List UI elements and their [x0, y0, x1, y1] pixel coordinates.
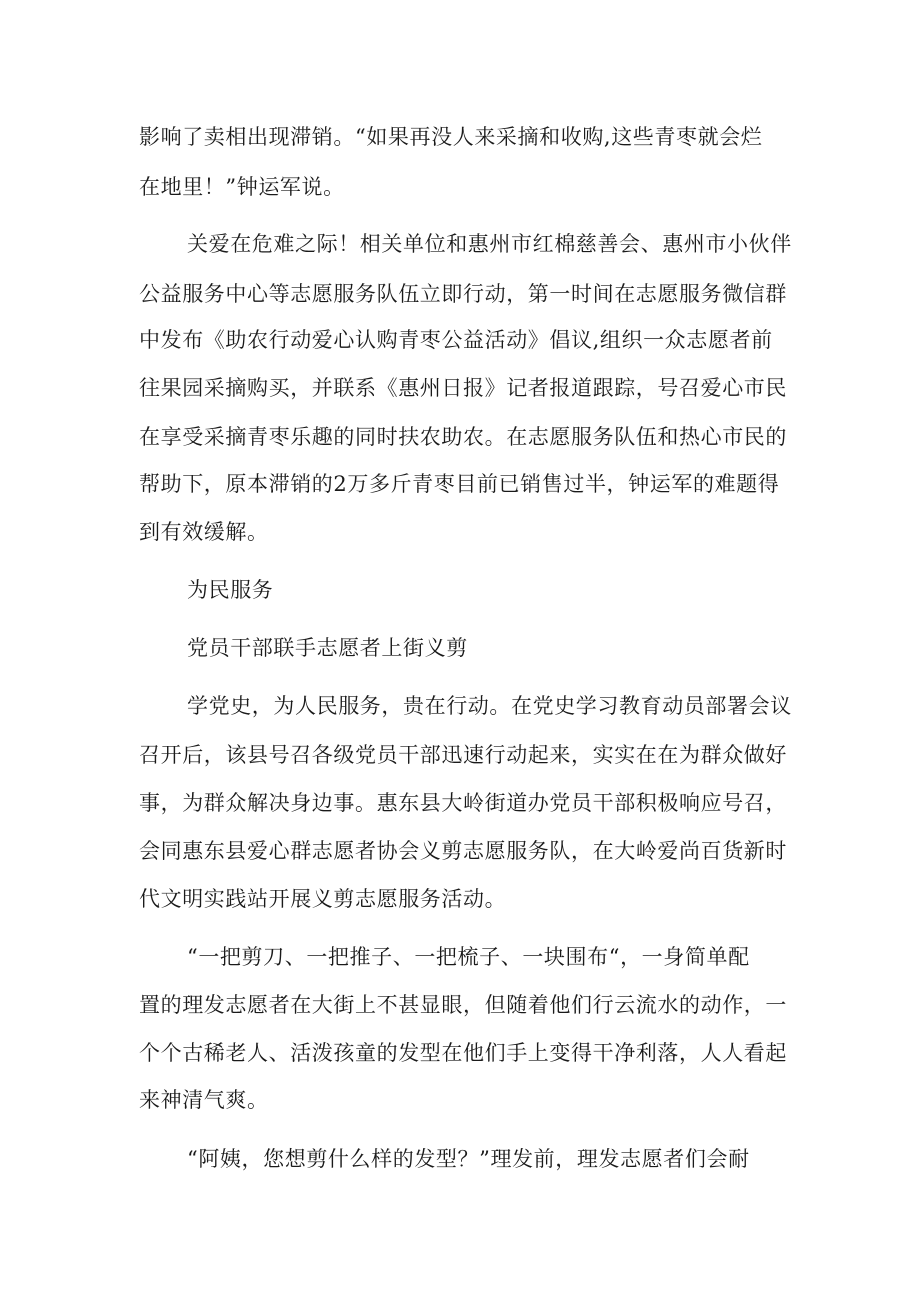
body-text-line: 会同惠东县爱心群志愿者协会义剪志愿服务队，在大岭爱尚百货新时 [139, 839, 787, 863]
body-text-line: 在地里！”钟运军说。 [139, 175, 345, 199]
body-text-line: 来神清气爽。 [139, 1088, 269, 1112]
body-text-line: 在享受采摘青枣乐趣的同时扶农助农。在志愿服务队伍和热心市民的 [139, 425, 787, 449]
body-text-line: 关爱在危难之际！相关单位和惠州市红棉慈善会、惠州市小伙伴 [187, 232, 792, 256]
body-text-line: 个个古稀老人、活泼孩童的发型在他们手上变得干净利落，人人看起 [139, 1041, 787, 1065]
body-text-line: 公益服务中心等志愿服务队伍立即行动，第一时间在志愿服务微信群 [139, 282, 787, 306]
body-text-line: “一把剪刀、一把推子、一把梳子、一块围布“，一身简单配 [187, 945, 750, 969]
body-text-line: “阿姨，您想剪什么样的发型？”理发前，理发志愿者们会耐 [187, 1147, 750, 1171]
section-subheading: 党员干部联手志愿者上街义剪 [187, 636, 468, 660]
body-text-line: 到有效缓解。 [139, 520, 269, 544]
body-text-line: 帮助下，原本滞销的2万多斤青枣目前已销售过半，钟运军的难题得 [139, 472, 780, 496]
body-text-line: 召开后，该县号召各级党员干部迅速行动起来，实实在在为群众做好 [139, 743, 787, 767]
body-text-line: 中发布《助农行动爱心认购青枣公益活动》倡议,组织一众志愿者前 [139, 328, 773, 352]
body-text-line: 学党史，为人民服务，贵在行动。在党史学习教育动员部署会议 [187, 694, 792, 718]
section-heading: 为民服务 [187, 578, 274, 602]
body-text-line: 事，为群众解决身边事。惠东县大岭街道办党员干部积极响应号召， [139, 791, 787, 815]
body-text-line: 代文明实践站开展义剪志愿服务活动。 [139, 887, 507, 911]
body-text-line: 往果园采摘购买，并联系《惠州日报》记者报道跟踪，号召爱心市民 [139, 376, 787, 400]
body-text-line: 置的理发志愿者在大街上不甚显眼，但随着他们行云流水的动作，一 [139, 993, 787, 1017]
body-text-line: 影响了卖相出现滞销。“如果再没人来采摘和收购,这些青枣就会烂 [139, 125, 763, 149]
